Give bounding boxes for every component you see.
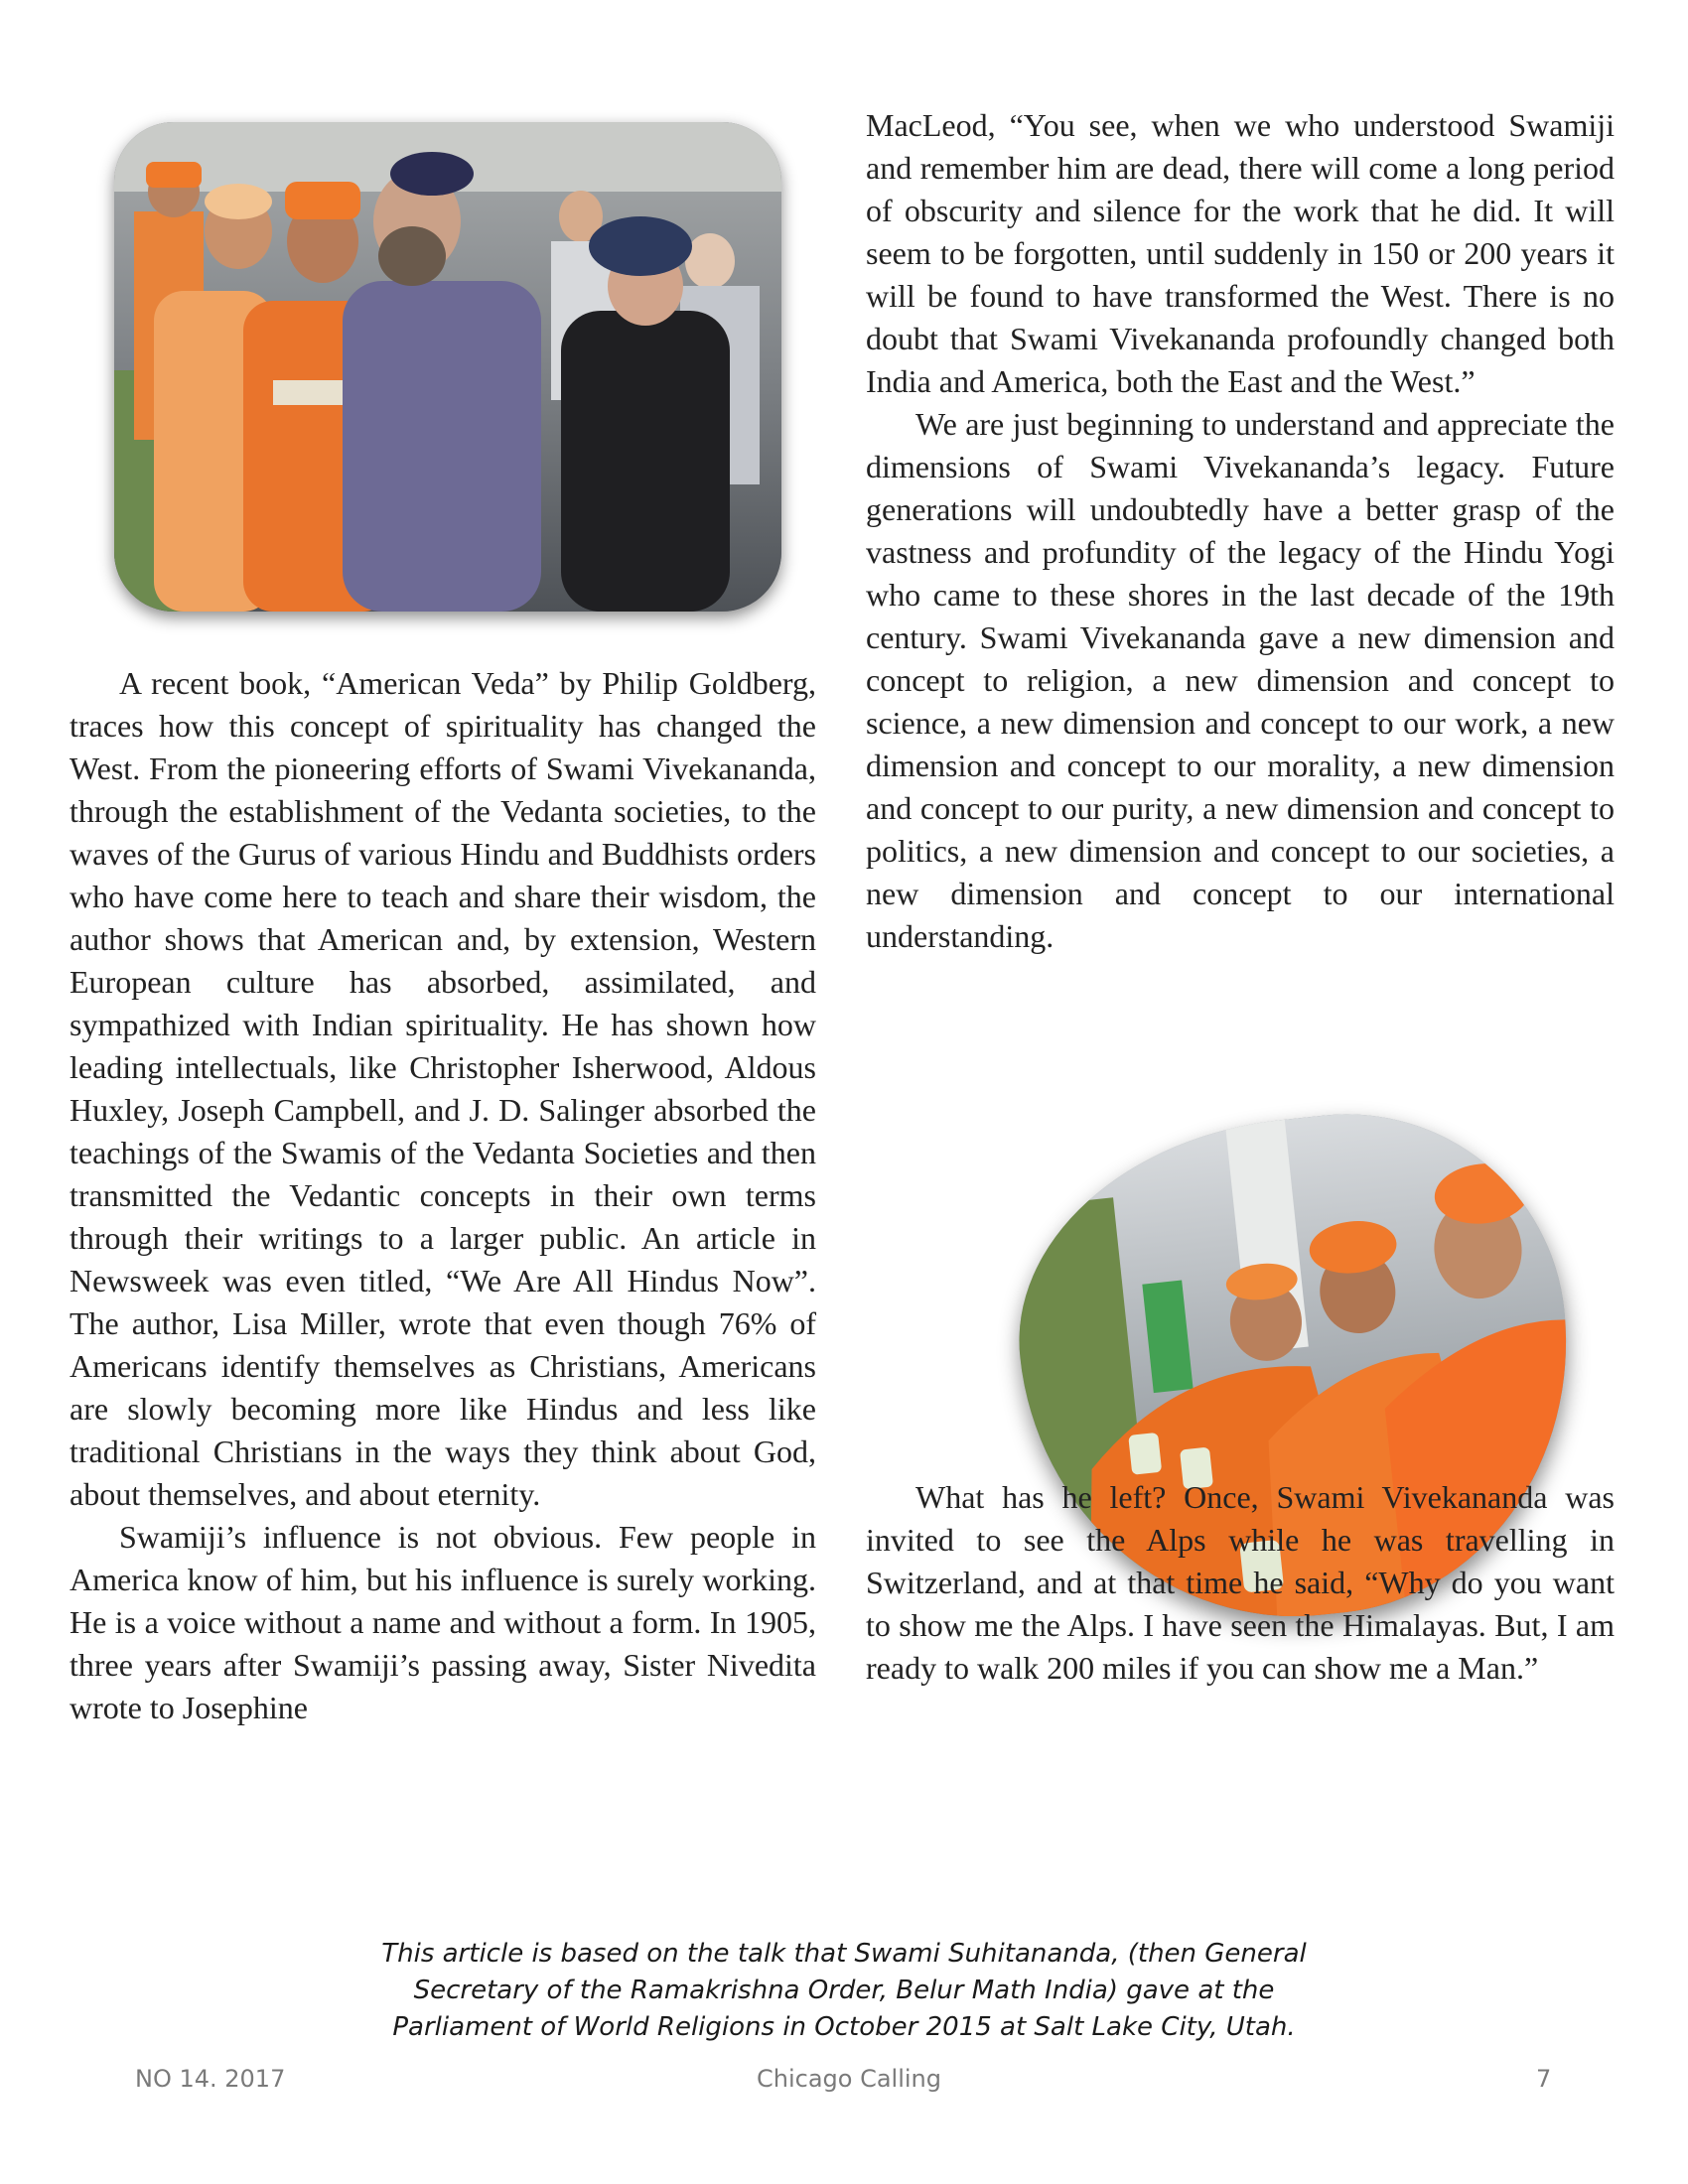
paragraph-swamiji-influence: Swamiji’s influence is not obvious. Few people in America know of him, but his influence is surely working. He is a voice without a name and without a form. In 1905, three years after Swamiji’s passing away, Sister Nivedita wrote to Josephine bbox=[70, 1519, 816, 1725]
paragraph-american-veda: A recent book, “American Veda” by Philip Goldberg, traces how this concept of spirituality has changed the West. From the pioneering efforts of Swami Vivekananda, through the establishment of the Vedanta societies, to the waves of the Gurus of various Hindu and Buddhists orders who have come here to teach and share their wisdom, the author shows that American and, by extension, Western European culture has absorbed, assimilated, and sympathized with Indian spirituality. He has shown how leading intellectuals, like Christopher Isherwood, Aldous Huxley, Joseph Campbell, and J. D. Salinger absorbed the teachings of the Swamis of the Vedanta Societies and then transmitted the Vedantic concepts in their own terms through their writings to a larger public. An article in Newsweek was even titled, “We Are All Hindus Now”. The author, Lisa Miller, wrote that even though 76% of Americans identify themselves as Christians, Americans are slowly becoming more like Hindus and less like traditional Christians in the ways they think about God, about themselves, and about eternity. bbox=[70, 665, 816, 1512]
paragraph-legacy: We are just beginning to understand and appreciate the dimensions of Swami Vivekananda’s legacy. Future generations will undoubtedly have a better grasp of the vastness and profundity of the legacy of the Hindu Yogi who came to these shores in the last decade of the 19th century. Swami Vivekananda gave a new dimension and concept to religion, a new dimension and concept to science, a new dimension and concept to our work, a new dimension and concept to our morality, a new dimension and concept to our purity, a new dimension and concept to politics, a new dimension and concept to our societies, a new dimension and concept to our international understanding. bbox=[866, 406, 1615, 954]
right-column bbox=[866, 104, 1615, 1690]
source-note-line: This article is based on the talk that Swami Suhitananda, (then General bbox=[381, 1939, 1307, 1969]
photo-spacer bbox=[866, 958, 1615, 1476]
paragraph-nivedita-letter: MacLeod, “You see, when we who understood Swamiji and remember him are dead, there will come a long period of obscurity and silence for the work that he did. It will seem to be forgotten, until suddenly in 150 or 200 years it will be found to have transformed the West. There is no doubt that Swami Vivekananda profoundly changed both India and America, both the East and the West.” bbox=[866, 107, 1615, 399]
left-column bbox=[70, 662, 816, 1729]
footer-issue: NO 14. 2017 bbox=[135, 2065, 286, 2093]
page-number: 7 bbox=[1536, 2065, 1552, 2093]
article-source-note bbox=[298, 1936, 1390, 2046]
source-note-line: Parliament of World Religions in October 2015 at Salt Lake City, Utah. bbox=[392, 2012, 1296, 2042]
source-note-line: Secretary of the Ramakrishna Order, Belur Math India) gave at the bbox=[413, 1976, 1275, 2005]
paragraph-alps: What has he left? Once, Swami Vivekananda was invited to see the Alps while he was travelling in Switzerland, and at that time he said, “Why do you want to show me the Alps. I have seen the Himalayas. But, I am ready to walk 200 miles if you can show me a Man.” bbox=[866, 1479, 1615, 1686]
footer-publication: Chicago Calling bbox=[757, 2065, 941, 2093]
swamis-with-attendees-photo bbox=[114, 122, 781, 612]
